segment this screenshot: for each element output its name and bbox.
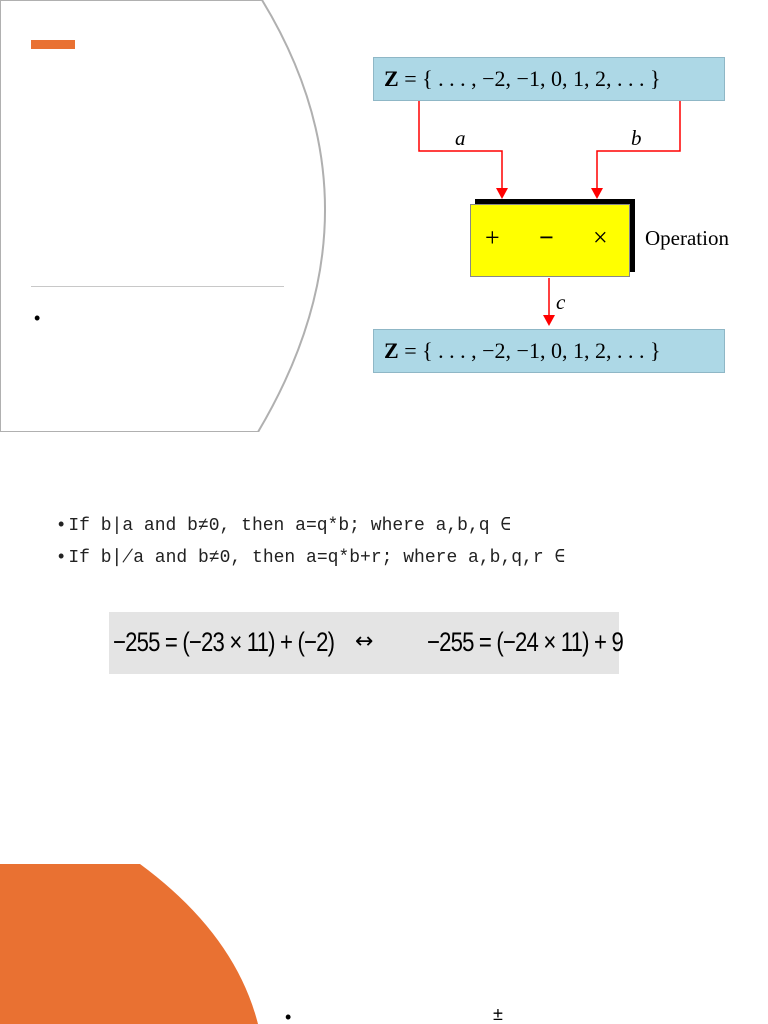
slide-division-relation [0,432,768,864]
arrow-a-head [496,188,508,199]
set-symbol: Z [384,66,399,91]
decorative-circle [0,864,768,1024]
equation-right: −255 = (−24 × 11) + 9 [427,627,623,657]
input-label-b: b [631,126,642,150]
slide-partial [0,864,768,1024]
plus-minus-symbol: ± [493,1004,503,1024]
slide-integer-operations [0,0,768,432]
bullet-marker: • [34,308,41,328]
arrow-b-head [591,188,603,199]
bidirectional-arrow-icon: ↔ [355,629,374,654]
bullet-list [58,512,565,576]
bullet-text: If b∤a and b≠0, then a=q*b+r; where a,b,q,r ∈ [68,548,566,568]
arrow-c-head [543,315,555,326]
bullet-marker: • [285,1007,292,1024]
equation-box [109,612,623,674]
integer-set-output [373,329,725,373]
list-item [58,512,565,544]
operation-box [470,204,630,277]
equation-left: −255 = (−23 × 11) + (−2) [113,627,335,657]
input-label-a: a [455,126,466,150]
bullet-marker: • [58,514,65,534]
operation-label: Operation [645,226,729,250]
minus-symbol: − [539,223,554,252]
list-item [58,544,565,576]
plus-symbol: + [485,223,500,252]
integer-set-input [373,57,725,101]
bullet-marker: • [58,546,65,566]
times-symbol: × [593,223,608,252]
output-label-c: c [556,290,566,314]
set-elements: = { . . . , −2, −1, 0, 1, 2, . . . } [398,338,661,363]
bullet-text: If b|a and b≠0, then a=q*b; where a,b,q ∈ [68,516,512,536]
set-symbol: Z [384,338,399,363]
set-elements: = { . . . , −2, −1, 0, 1, 2, . . . } [398,66,661,91]
